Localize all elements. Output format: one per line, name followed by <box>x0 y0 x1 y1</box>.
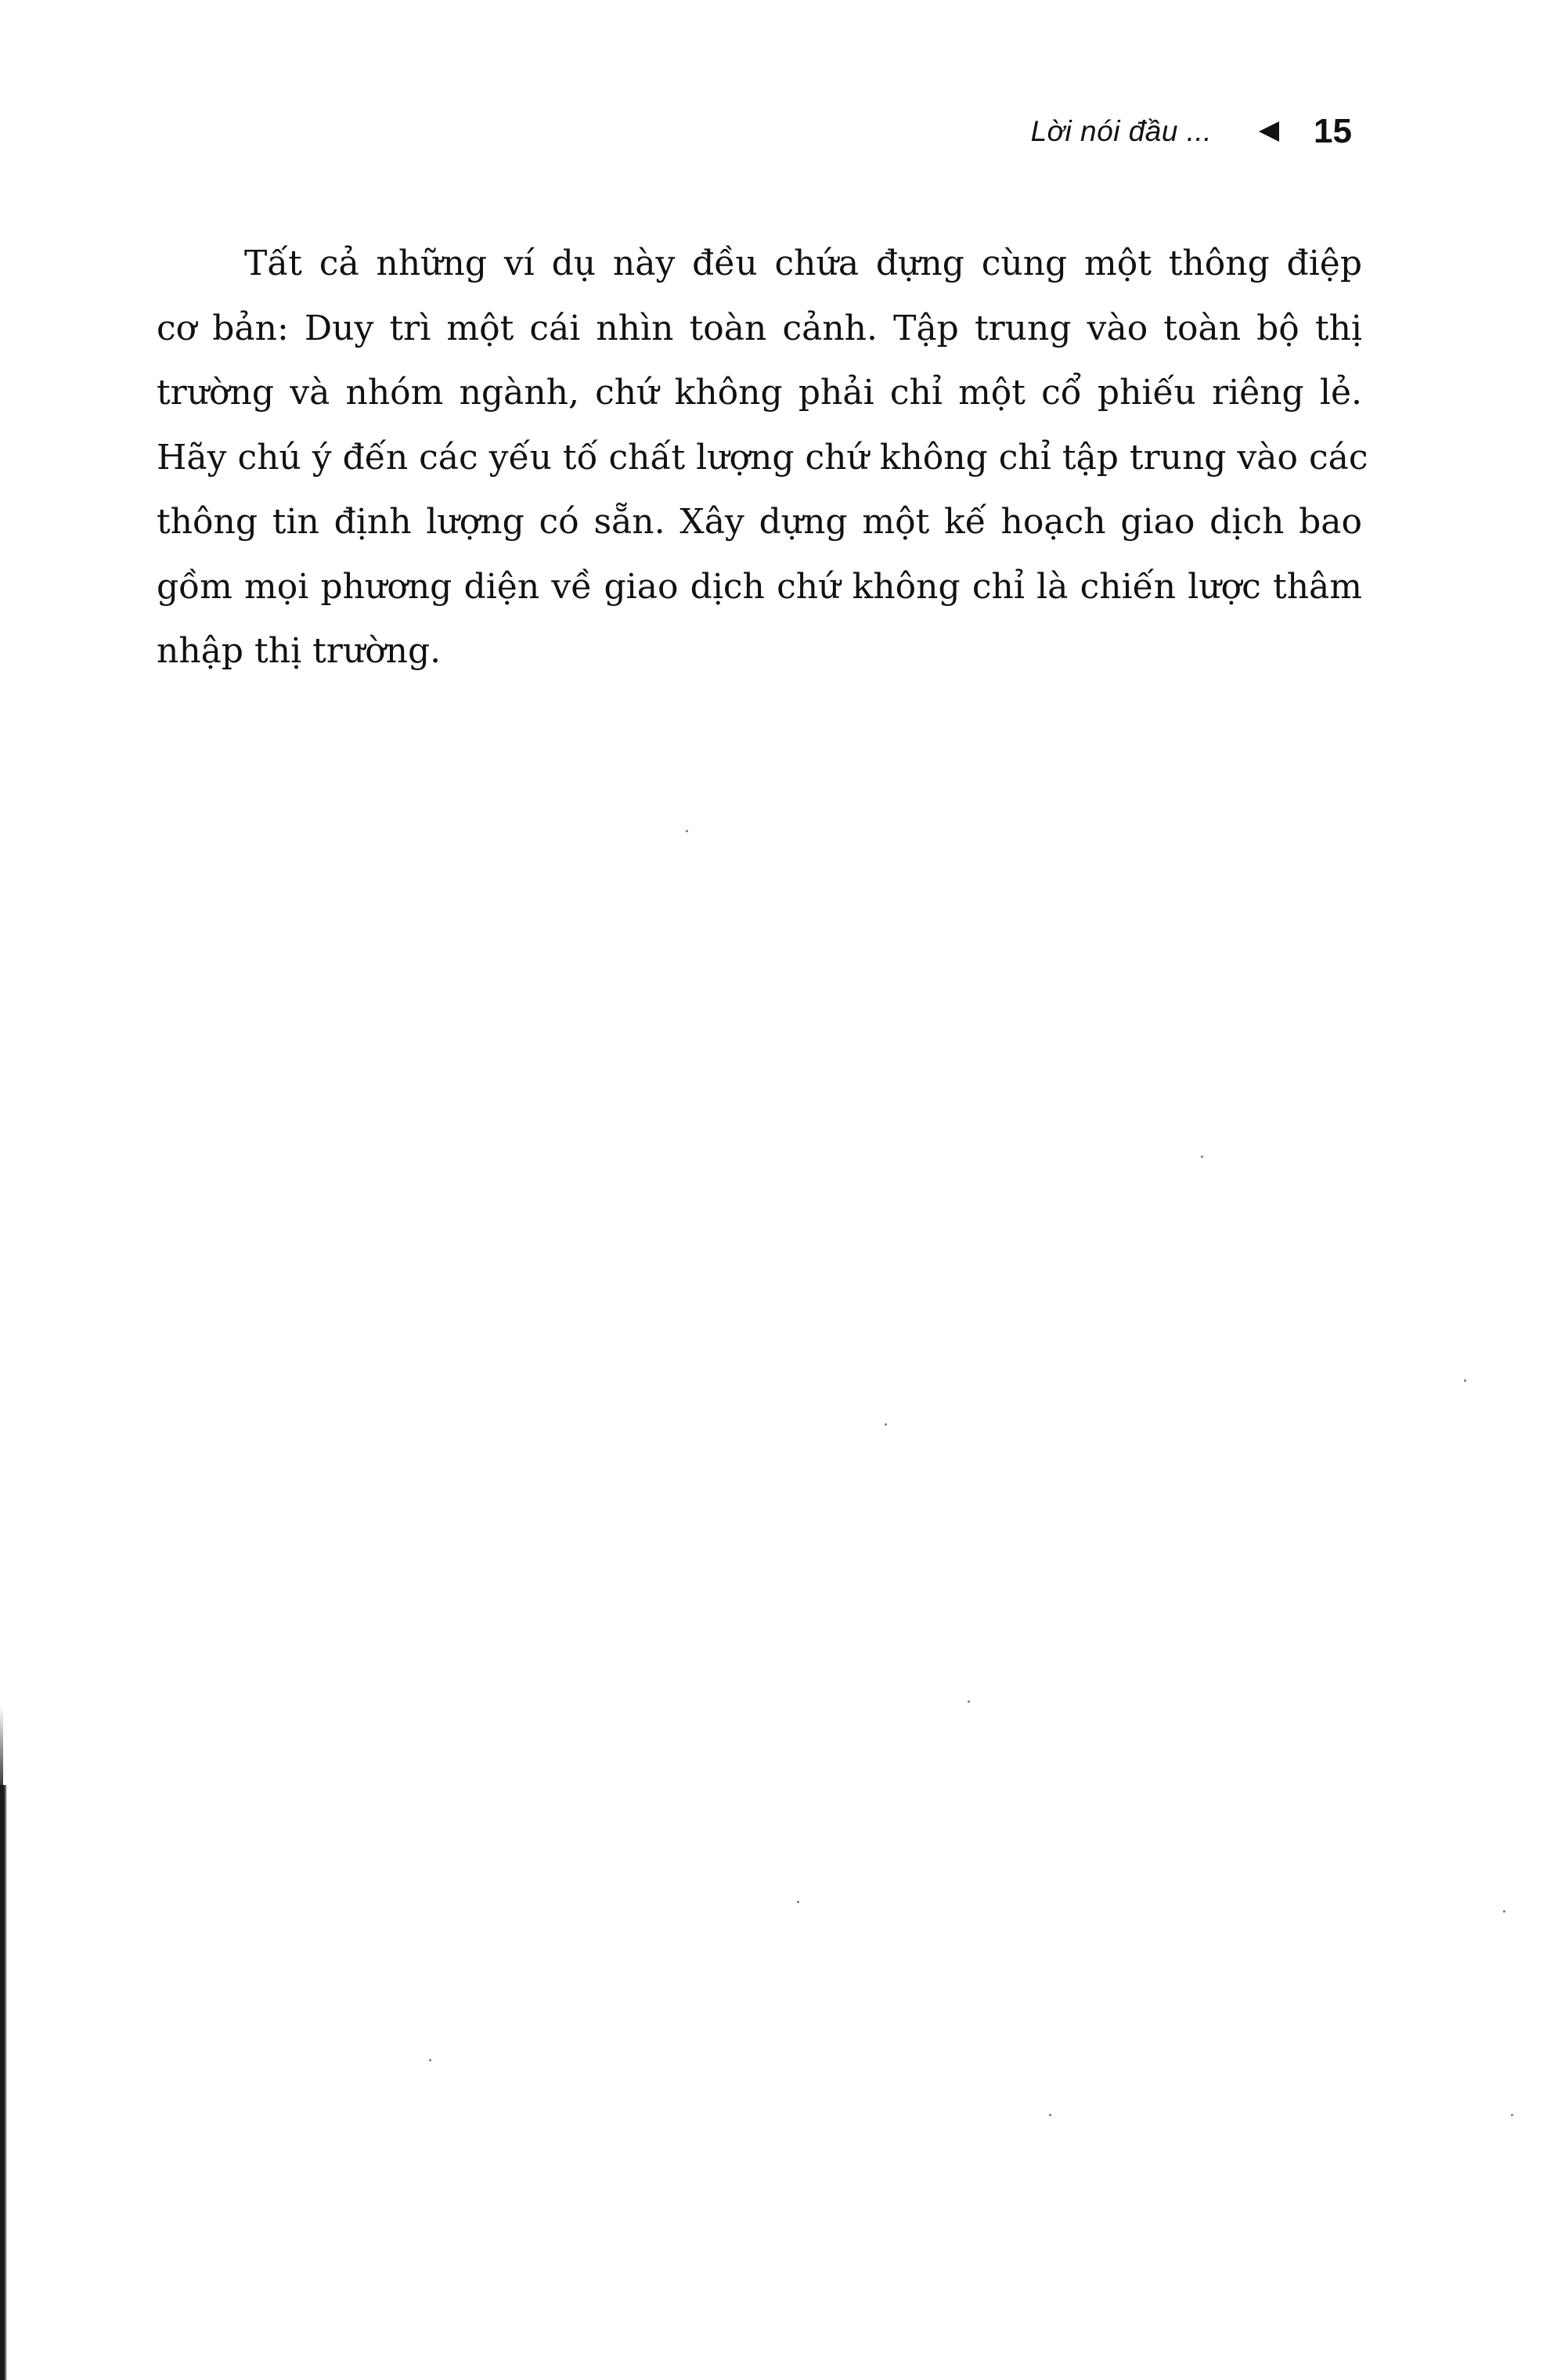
scan-speck <box>1201 1156 1203 1158</box>
paragraph-line: thông tin định lượng có sẵn. Xây dựng một kế hoạch giao dịch bao <box>157 502 1362 542</box>
scan-speck <box>797 1901 799 1903</box>
scan-speck <box>1049 2114 1051 2116</box>
running-header <box>1031 108 1352 155</box>
scan-speck <box>429 2059 431 2061</box>
binding-edge <box>0 1785 7 2380</box>
page-number: 15 <box>1314 112 1352 150</box>
body-paragraph <box>157 232 1368 684</box>
paragraph-line: gồm mọi phương diện về giao dịch chứ không chỉ là chiến lược thâm <box>157 566 1362 607</box>
paragraph-line: cơ bản: Duy trì một cái nhìn toàn cảnh. Tập trung vào toàn bộ thị <box>157 308 1362 348</box>
paragraph-line: Tất cả những ví dụ này đều chứa đựng cùng một thông điệp <box>244 243 1362 283</box>
scan-speck <box>968 1700 970 1703</box>
scan-speck <box>1503 1910 1505 1913</box>
scan-speck <box>686 830 688 832</box>
chapter-title: Lời nói đầu ... <box>1030 115 1213 147</box>
scan-speck <box>1464 1379 1466 1382</box>
paragraph-line: nhập thị trường. <box>157 631 442 671</box>
binding-shadow <box>0 1707 3 1785</box>
left-triangle-icon <box>1259 121 1279 142</box>
scan-speck <box>885 1423 887 1426</box>
paragraph-line: Hãy chú ý đến các yếu tố chất lượng chứ không chỉ tập trung vào các <box>157 437 1368 478</box>
scan-speck <box>1511 2114 1513 2116</box>
paragraph-line: trường và nhóm ngành, chứ không phải chỉ một cổ phiếu riêng lẻ. <box>157 373 1362 413</box>
